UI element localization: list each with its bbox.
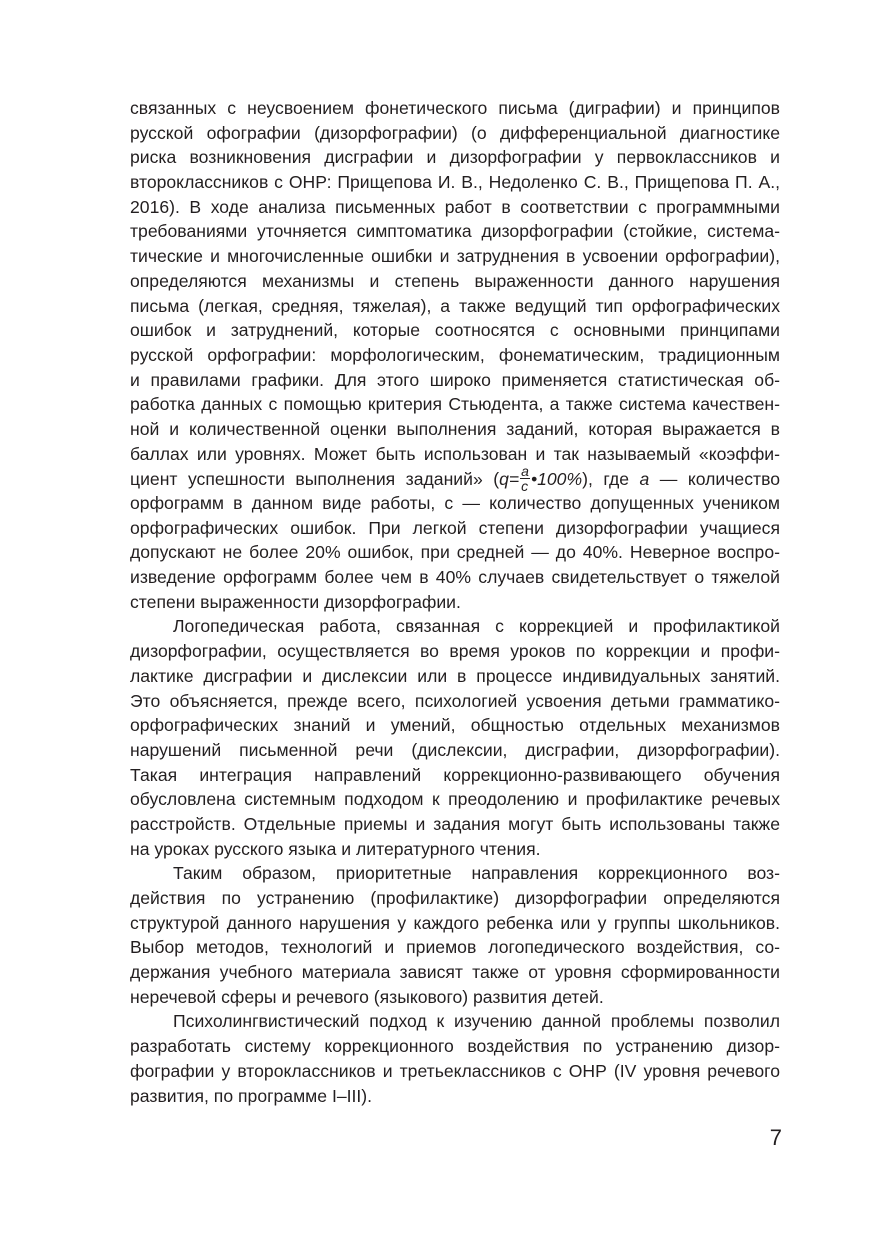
text-line: русской офографии (дизорфографии) (о дифференциальной диагностике (130, 122, 780, 143)
text-line: второклассников с ОНР: Прищепова И. В., Недоленко С. В., Прищепова П. А., (130, 172, 780, 193)
text-line: орфографических ошибок. При легкой степени дизорфографии учащиеся (130, 517, 780, 538)
text-line: развития, по программе I–III). (130, 1085, 373, 1106)
formula-line-middle: ), где (582, 469, 640, 490)
text-line: 2016). В ходе анализа письменных работ в соответствии с программными (130, 196, 780, 217)
text-line: Логопедическая работа, связанная с коррекцией и профилактикой (173, 616, 780, 637)
text-line: ной и количественной оценки выполнения заданий, которая выражается в (130, 418, 780, 439)
text-line: баллах или уровнях. Может быть использован и так называемый «коэффи- (130, 443, 780, 464)
text-line: определяются механизмы и степень выраженности данного нарушения (130, 270, 780, 291)
formula-rhs: •100% (530, 469, 583, 490)
formula-fraction (520, 464, 530, 493)
page-number: 7 (769, 1125, 782, 1150)
text-line: Выбор методов, технологий и приемов логопедического воздействия, со- (130, 937, 780, 958)
text-line: дизорфографии, осуществляется во время уроков по коррекции и профи- (130, 641, 780, 662)
formula-var-a: a (639, 469, 650, 490)
text-line: степени выраженности дизорфографии. (130, 591, 461, 612)
text-line: письма (легкая, средняя, тяжелая), а также ведущий тип орфографических (130, 295, 780, 316)
text-line: Это объясняется, прежде всего, психологией усвоения детьми грамматико- (130, 690, 780, 711)
text-line: обусловлена системным подходом к преодолению и профилактике речевых (130, 789, 780, 810)
text-line: орфографических знаний и умений, общностью отдельных механизмов (130, 715, 780, 736)
text-line: структурой данного нарушения у каждого ребенка или у группы школьников. (130, 912, 780, 933)
text-line: Психолингвистический подход к изучению данной проблемы позволил (173, 1011, 780, 1032)
text-line: допускают не более 20% ошибок, при средней — до 40%. Неверное воспро- (130, 542, 780, 563)
text-line: нарушений письменной речи (дислексии, дисграфии, дизорфографии). (130, 739, 780, 760)
text-line: тические и многочисленные ошибки и затруднения в усвоении орфографии), (130, 246, 780, 267)
text-line: расстройств. Отдельные приемы и задания могут быть использованы также (130, 813, 780, 834)
formula-denominator: c (521, 478, 529, 495)
text-line: русской орфографии: морфологическим, фонематическим, традиционным (130, 344, 780, 365)
text-line: и правилами графики. Для этого широко применяется статистическая об- (130, 369, 780, 390)
paragraph-3 (130, 861, 780, 1009)
text-line: ошибок и затруднений, которые соотносятся с основными принципами (130, 320, 780, 341)
text-line: на уроках русского языка и литературного чтения. (130, 838, 541, 859)
text-line: лактике дисграфии и дислексии или в процессе индивидуальных занятий. (130, 665, 780, 686)
text-line: орфограмм в данном виде работы, с — количество допущенных учеником (130, 493, 780, 513)
text-line: действия по устранению (профилактике) дизорфографии определяются (130, 888, 780, 908)
paragraph-4 (130, 1009, 780, 1108)
formula-lhs: q= (499, 469, 520, 490)
formula-numerator: a (521, 463, 529, 480)
text-line: держания учебного материала зависят также от уровня сформированности (130, 962, 780, 983)
body-text (130, 96, 780, 1108)
formula-line-after: — количество (649, 469, 781, 490)
text-line: работка данных с помощью критерия Стьюдента, а также система качествен- (130, 394, 780, 415)
text-line: Таким образом, приоритетные направления коррекционного воз- (173, 863, 780, 884)
text-line: фографии у второклассников и третьеклассников с ОНР (IV уровня речевого (130, 1060, 780, 1081)
formula-line (130, 463, 781, 495)
text-line: требованиями уточняется симптоматика дизорфографии (стойкие, система- (130, 221, 780, 242)
success-coefficient-formula (499, 463, 583, 495)
text-line: риска возникновения дисграфии и дизорфографии у первоклассников и (130, 147, 780, 168)
formula-line-before: циент успешности выполнения заданий» ( (130, 469, 500, 490)
paragraph-2 (130, 614, 780, 861)
text-line: неречевой сферы и речевого (языкового) развития детей. (130, 986, 604, 1007)
text-line: связанных с неусвоением фонетического письма (диграфии) и принципов (130, 98, 780, 118)
paragraph-1 (130, 96, 780, 614)
text-line: изведение орфограмм более чем в 40% случаев свидетельствует о тяжелой (130, 567, 780, 588)
text-line: разработать систему коррекционного воздействия по устранению дизор- (130, 1036, 780, 1057)
text-line: Такая интеграция направлений коррекционно-развивающего обучения (130, 764, 780, 785)
